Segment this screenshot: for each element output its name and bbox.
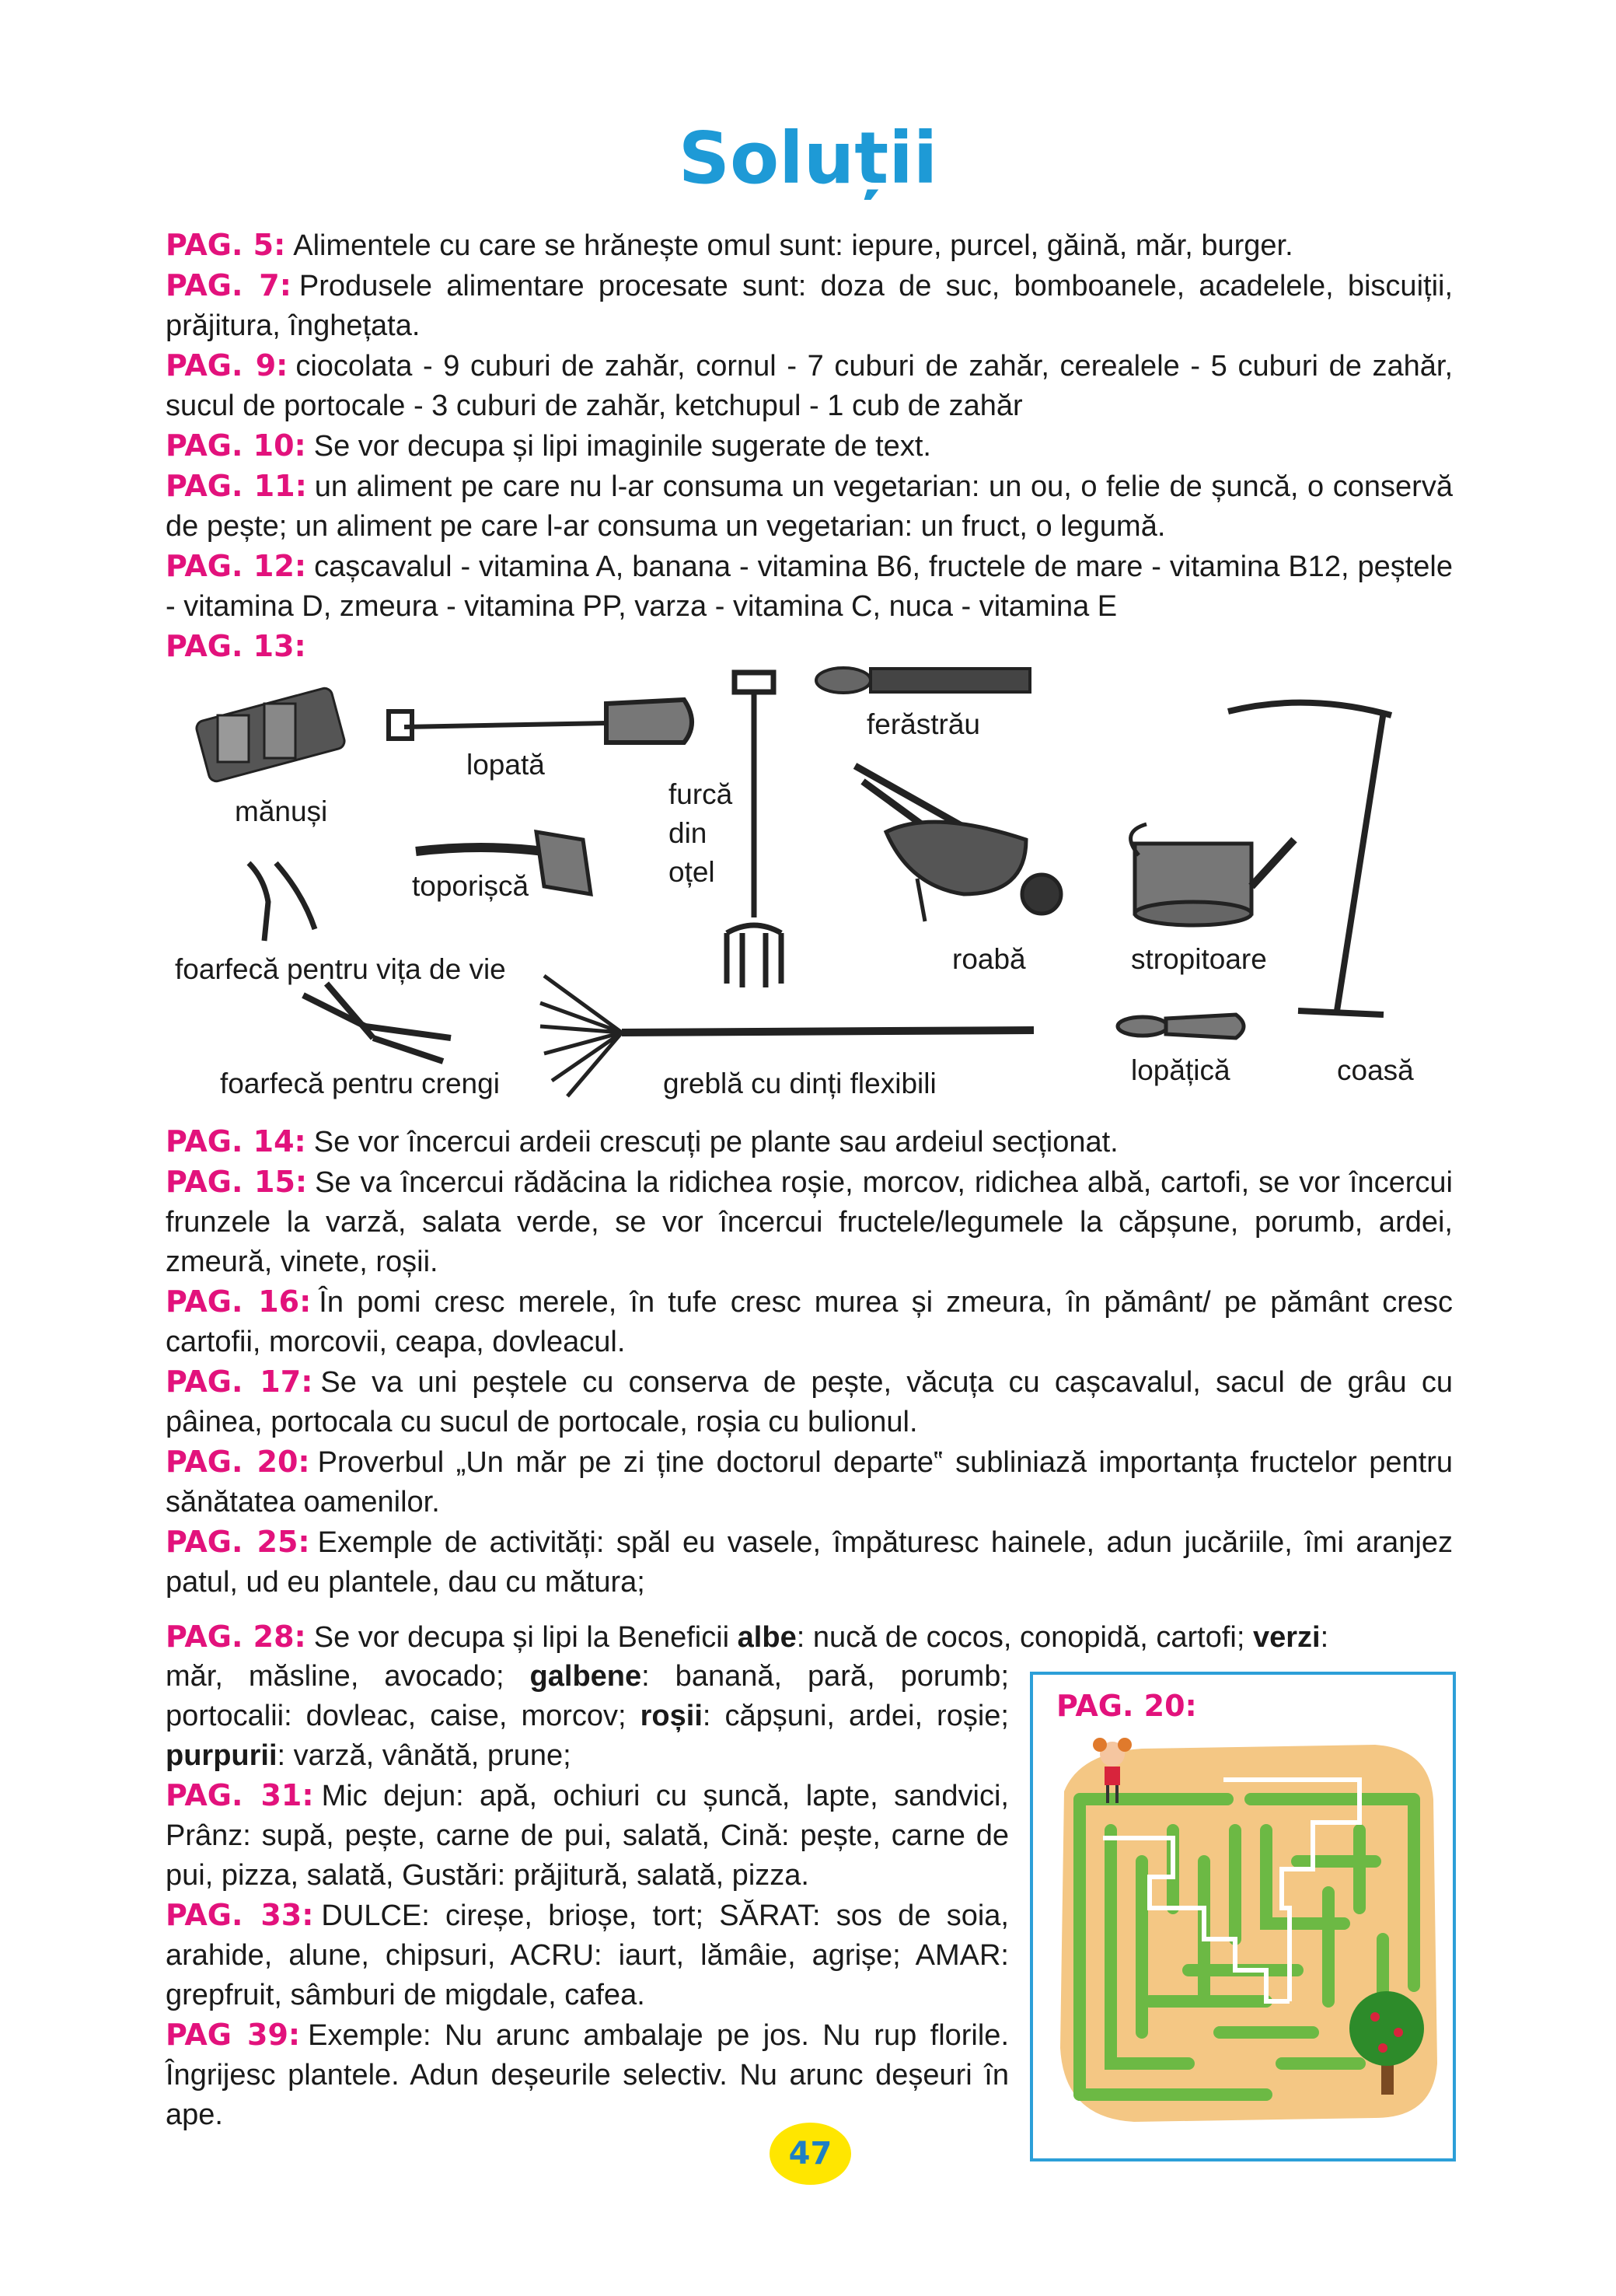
entry-pag9: PAG. 9: ciocolata - 9 cuburi de zahăr, cornul - 7 cuburi de zahăr, cerealele - 5 cuburi de zahăr, sucul de portocale - 3 cuburi de zahăr, ketchupul - 1 cub de zahăr bbox=[166, 348, 1454, 422]
entry-pag12: PAG. 12: cașcavalul - vitamina A, banana - vitamina B6, fructele de mare - vitamina B12, peștele - vitamina D, zmeura - vitamina PP, varza - vitamina C, nuca - vitamina E bbox=[166, 549, 1453, 623]
pruning-shears-icon bbox=[249, 863, 315, 941]
entry-pag13: PAG. 13: bbox=[166, 629, 306, 663]
entry-pag15: PAG. 15: Se va încercui rădăcina la ridichea roșie, morcov, ridichea albă, cartofi, se vor încercui frunzele la varză, salata verde, se vor încercui fructele/legumele la căpșune, porumb, ardei, zmeură, vinete, roșii. bbox=[166, 1165, 1453, 1278]
entry-pag25: PAG. 25: Exemple de activități: spăl eu vasele, împăturesc hainele, adun jucăriile, îmi aranjez patul, ud eu plantele, dau cu mătura; bbox=[166, 1525, 1453, 1599]
entry-pag33: PAG. 33: DULCE: cireșe, brioșe, tort; SĂRAT: sos de soia, arahide, alune, chipsuri, ACRU: iaurt, lămâie, agrișe; AMAR: grepfruit, sâmburi de migdale, cafea. bbox=[166, 1898, 1009, 2011]
entry-pag17: PAG. 17: Se va uni peștele cu conserva de pește, văcuța cu cașcavalul, sacul de grâu cu pâinea, portocala cu sucul de portocale, roșia cu bulionul. bbox=[166, 1365, 1453, 1438]
gloves-icon bbox=[195, 687, 347, 783]
tool-label-watering-can: stropitoare bbox=[1131, 943, 1267, 975]
tool-label-hatchet: toporișcă bbox=[412, 870, 529, 902]
entry-pag20: PAG. 20: Proverbul „Un măr pe zi ține doctorul departe‟ subliniază importanța fructelor pentru sănătatea oamenilor. bbox=[166, 1445, 1453, 1518]
entry-pag28-continued: măr, măsline, avocado; galbene: banană, pară, porumb; portocalii: dovleac, caise, morcov; roșii: căpșuni, ardei, roșie; purpurii: varză, vânătă, prune; bbox=[166, 1660, 1009, 1772]
wheelbarrow-icon bbox=[855, 766, 1061, 921]
pitchfork-icon bbox=[727, 673, 781, 987]
tool-label-shovel: lopată bbox=[466, 749, 545, 781]
maze-solution-box bbox=[1030, 1672, 1456, 2161]
entry-pag39: PAG 39: Exemple: Nu arunc ambalaje pe jos. Nu rup florile. Îngrijesc plantele. Adun deșeurile selectiv. Nu arunc deșeuri în ape. bbox=[166, 2018, 1009, 2131]
tool-label-rake: greblă cu dinți flexibili bbox=[663, 1068, 937, 1099]
page-title: Soluții bbox=[678, 117, 938, 200]
entries-block-2 bbox=[166, 1122, 1453, 1602]
tool-label-scythe: coasă bbox=[1337, 1054, 1414, 1086]
tool-label-saw: ferăstrău bbox=[867, 708, 981, 740]
tool-label-hedge-shears: foarfecă pentru crengi bbox=[220, 1068, 500, 1099]
entry-pag31: PAG. 31: Mic dejun: apă, ochiuri cu șuncă, lapte, sandvici, Prânz: supă, pește, carne de pui, salată, Cină: pește, carne de pui, pizza, salată, Gustări: prăjitură, salată, pizza. bbox=[166, 1778, 1009, 1892]
entry-pag11: PAG. 11: un aliment pe care nu l-ar consuma un vegetarian: un ou, o felie de șuncă, o conservă de pește; un aliment pe care l-ar consuma un vegetarian: un fruct, o legumă. bbox=[166, 469, 1453, 543]
entry-pag7: PAG. 7: Produsele alimentare procesate sunt: doza de suc, bomboanele, acadelele, biscuiții, prăjitura, înghețata. bbox=[166, 268, 1454, 342]
tool-label-wheelbarrow: roabă bbox=[952, 943, 1026, 975]
entry-pag5: PAG. 5: Alimentele cu care se hrănește omul sunt: iepure, purcel, găină, măr, burger. bbox=[166, 228, 1293, 262]
hedge-shears-icon bbox=[303, 984, 451, 1061]
entry-pag16: PAG. 16: În pomi cresc merele, în tufe cresc murea și zmeura, în pământ/ pe pământ cresc cartofii, morcovii, ceapa, dovleacul. bbox=[166, 1284, 1453, 1358]
tool-label-pruning-shears: foarfecă pentru vița de vie bbox=[175, 953, 506, 985]
tool-label-pitchfork-3: oțel bbox=[668, 856, 715, 888]
tool-label-pitchfork-1: furcă bbox=[668, 778, 733, 810]
page-number: 47 bbox=[770, 2123, 851, 2185]
entries-block-3 bbox=[166, 1657, 1009, 2135]
maze-title: PAG. 20: bbox=[1056, 1689, 1197, 1723]
tool-label-trowel: lopățică bbox=[1131, 1054, 1230, 1086]
maze-illustration bbox=[1033, 1675, 1453, 2157]
entry-pag10: PAG. 10: Se vor decupa și lipi imaginile sugerate de text. bbox=[166, 428, 931, 463]
saw-icon bbox=[816, 668, 1030, 693]
watering-can-icon bbox=[1131, 824, 1294, 925]
entry-pag28-line1: PAG. 28: Se vor decupa și lipi la Beneficii albe: nucă de cocos, conopidă, cartofi; verzi: bbox=[166, 1620, 1329, 1654]
entry-pag14: PAG. 14: Se vor încercui ardeii crescuți pe plante sau ardeiul secționat. bbox=[166, 1124, 1119, 1158]
trowel-icon bbox=[1118, 1015, 1244, 1038]
tool-label-pitchfork-2: din bbox=[668, 817, 707, 849]
shovel-icon bbox=[389, 700, 692, 743]
tool-label-gloves: mănuși bbox=[235, 795, 328, 827]
